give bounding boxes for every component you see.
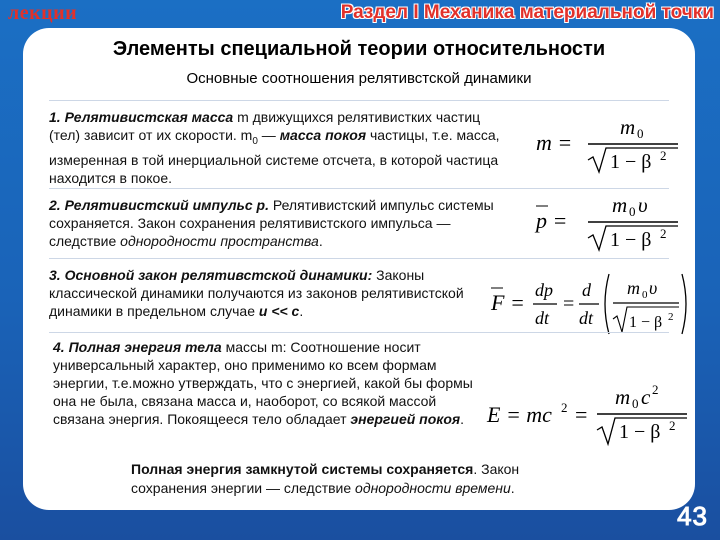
page-subtitle: Основные соотношения релятивстской динамики <box>186 70 532 87</box>
section-heading: Полная энергия тела <box>68 339 222 355</box>
formula-lhs-pow: 2 <box>561 400 568 415</box>
divider <box>49 332 669 333</box>
section-number: 1. <box>49 109 61 125</box>
divider <box>49 100 669 101</box>
section-1 <box>49 108 509 187</box>
formula-num-sub: 0 <box>642 289 648 301</box>
section-text: массы m: Соотношение носит универсальный характер, оно применимо ко всем формам энергии, т.е.можно утверждать, что с энергией, какой бы формы она не была, связана масса и, наоборот, со всякой массой связана энергия. Покоящееся тело обладает <box>53 339 473 427</box>
section-text: — <box>257 127 280 143</box>
section-label: Раздел I Механика материальной точки <box>340 2 714 23</box>
formula-dt: dt <box>579 308 594 328</box>
formula-den: 1 − β <box>629 314 663 331</box>
formula-pow: 2 <box>660 148 667 163</box>
formula-num-sub: 0 <box>637 126 644 141</box>
emphasis: однородности времени <box>355 480 511 496</box>
formula-num-tail: c <box>641 385 651 409</box>
formula-lhs: F = <box>491 290 525 315</box>
section-text: Релятивистский импульс системы сохраняется. Закон сохранения релятивистского импульса — следствие <box>49 197 494 249</box>
formula-energy <box>483 374 693 454</box>
conservation-bold: Полная энергия замкнутой системы сохраняется <box>131 461 474 477</box>
section-text: . <box>318 233 323 249</box>
formula-num-tail: υ <box>649 278 658 298</box>
section-4 <box>53 338 473 428</box>
formula-momentum <box>528 184 688 256</box>
right-paren <box>682 274 686 334</box>
section-heading: Релятивистский импульс р. <box>64 197 269 213</box>
formula-pow: 2 <box>669 418 676 433</box>
formula-num-sub: 0 <box>629 204 636 219</box>
divider <box>49 258 669 259</box>
section-text: частицы, т.е. масса, измеренная в той инерциальной системе отсчета, в которой частица находится в покое. <box>49 127 500 186</box>
conservation-text: . <box>510 480 515 496</box>
highlight-term: энергией покоя <box>350 411 461 427</box>
emphasis: однородности пространства <box>120 233 319 249</box>
formula-dp: dp <box>535 280 553 300</box>
section-heading: Основной закон релятивстской динамики: <box>64 267 373 283</box>
section-heading: Релятивистская масса <box>64 109 234 125</box>
content-card <box>23 28 695 510</box>
equals: = <box>563 293 575 315</box>
equals: = <box>575 402 588 427</box>
section-number: 4. <box>53 339 65 355</box>
formula-num: m <box>615 385 631 409</box>
lecture-label: лекции <box>8 2 78 24</box>
section-3 <box>49 266 489 320</box>
formula-num: m <box>612 193 628 217</box>
formula-lhs: E = mc <box>487 402 552 427</box>
formula-dynamics-law <box>485 264 690 342</box>
highlight-term: u << c <box>258 303 300 319</box>
page-title: Элементы специальной теории относительности <box>112 38 606 60</box>
formula-num-tail: υ <box>638 193 648 217</box>
page-number: 43 <box>677 501 708 531</box>
energy-conservation-note <box>131 460 591 498</box>
conservation-text: . Закон сохранения энергии — следствие <box>131 461 520 496</box>
formula-den: 1 − β <box>610 229 652 251</box>
formula-pow: 2 <box>668 311 674 323</box>
formula-num-pow: 2 <box>652 382 659 397</box>
formula-dt: dt <box>535 308 550 328</box>
formula-d: d <box>582 280 591 300</box>
section-text: . <box>299 303 304 319</box>
section-2 <box>49 196 509 250</box>
highlight-term: масса покоя <box>279 127 367 143</box>
formula-num-sub: 0 <box>632 396 639 411</box>
subscript: 0 <box>252 135 258 147</box>
section-text: Законы классической динамики получаются из законов релятивистской динамики в предельном случае <box>49 267 464 319</box>
left-paren <box>605 274 609 334</box>
formula-mass <box>528 108 688 178</box>
section-text: m движущихся релятивистких частиц (тел) зависит от их скорости. m <box>49 109 481 143</box>
formula-num: m <box>620 115 636 139</box>
formula-lhs: m = <box>536 130 573 155</box>
section-text: . <box>460 411 465 427</box>
section-number: 2. <box>49 197 61 213</box>
formula-pow: 2 <box>660 226 667 241</box>
formula-den: 1 − β <box>610 151 652 173</box>
formula-den: 1 − β <box>619 421 661 443</box>
formula-lhs: p = <box>536 208 568 233</box>
formula-num: m <box>627 278 640 298</box>
section-number: 3. <box>49 267 61 283</box>
